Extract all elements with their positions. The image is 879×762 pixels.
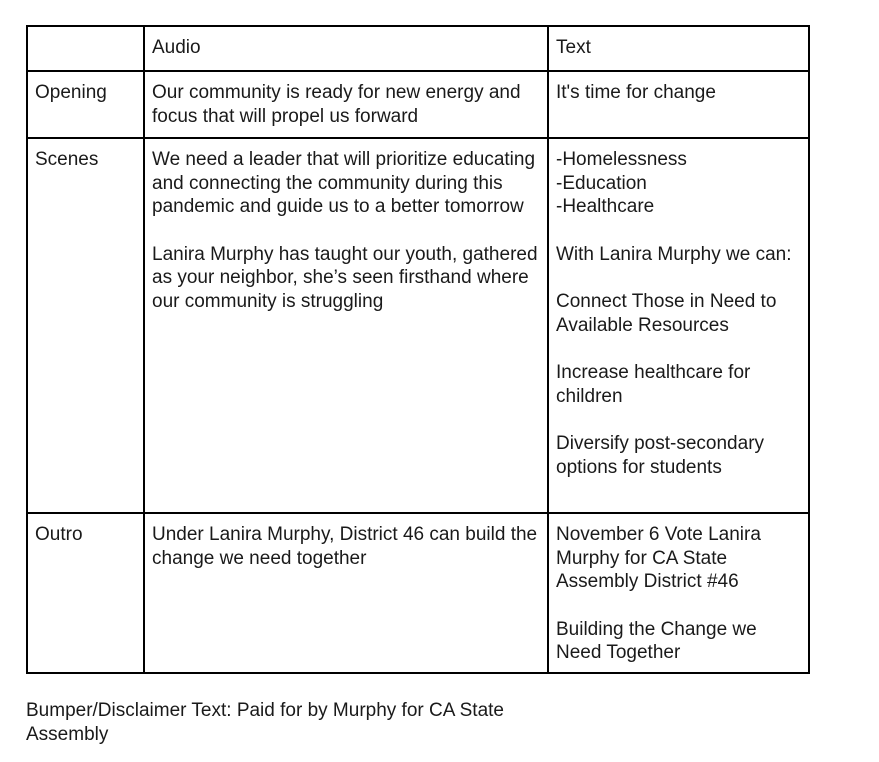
table-row-scenes [27, 138, 809, 513]
text-paragraph: Diversify post-secondary options for students [556, 433, 765, 478]
text-paragraph: Increase healthcare for children [556, 362, 751, 407]
header-text-cell: Text [548, 26, 809, 71]
text-paragraph: With Lanira Murphy we can: [556, 243, 792, 265]
audio-paragraph: Lanira Murphy has taught our youth, gathered as your neighbor, she’s seen firsthand where our community is struggling [152, 243, 538, 312]
audio-paragraph: Under Lanira Murphy, District 46 can build the change we need together [152, 524, 538, 569]
table-header-row [27, 26, 809, 71]
issue-list [556, 148, 801, 219]
text-paragraph: Connect Those in Need to Available Resources [556, 291, 777, 336]
row-label: Scenes [27, 138, 144, 513]
issue-item: -Healthcare [556, 196, 655, 217]
text-paragraph: Building the Change we Need Together [556, 618, 757, 663]
header-label-cell [27, 26, 144, 71]
text-cell [548, 513, 809, 673]
script-table [26, 25, 810, 674]
audio-cell [144, 71, 548, 138]
row-label: Opening [27, 71, 144, 138]
issue-item: -Education [556, 172, 647, 194]
text-paragraph: November 6 Vote Lanira Murphy for CA State Assembly District #46 [556, 524, 761, 592]
text-cell [548, 138, 809, 513]
header-audio-cell: Audio [144, 26, 548, 71]
audio-paragraph: We need a leader that will prioritize educating and connecting the community during this pandemic and guide us to a better tomorrow [152, 149, 536, 217]
audio-cell [144, 513, 548, 673]
disclaimer-text: Bumper/Disclaimer Text: Paid for by Murphy for CA State Assembly [26, 700, 504, 745]
row-label: Outro [27, 513, 144, 673]
table-row-opening [27, 71, 809, 138]
audio-cell [144, 138, 548, 513]
text-paragraph: It's time for change [556, 82, 716, 103]
audio-paragraph: Our community is ready for new energy and focus that will propel us forward [152, 82, 521, 127]
table-row-outro [27, 513, 809, 673]
text-cell [548, 71, 809, 138]
issue-item: -Homelessness [556, 149, 687, 170]
